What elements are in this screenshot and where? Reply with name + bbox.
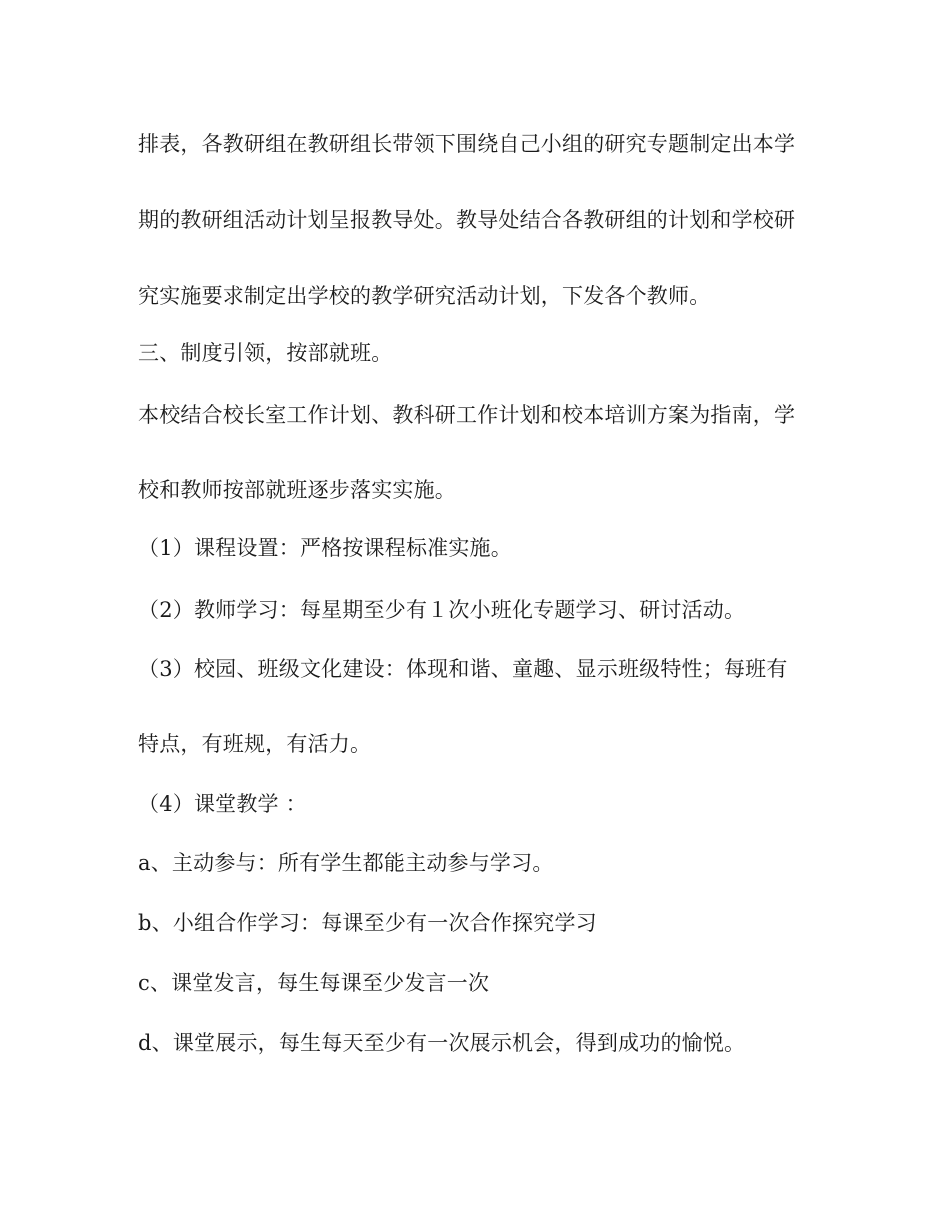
paragraph-line: 特点，有班规，有活力。 <box>138 732 372 756</box>
list-item: a、主动参与：所有学生都能主动参与学习。 <box>138 851 554 875</box>
paragraph-line: 排表，各教研组在教研组长带领下围绕自己小组的研究专题制定出本学 <box>138 132 796 156</box>
section-heading: 三、制度引领，按部就班。 <box>138 341 393 365</box>
list-item: b、小组合作学习：每课至少有一次合作探究学习 <box>138 911 597 935</box>
list-item: （4）课堂教学 ： <box>138 792 307 816</box>
list-item: c、课堂发言，每生每课至少发言一次 <box>138 971 490 995</box>
list-item: d、课堂展示，每生每天至少有一次展示机会，得到成功的愉悦。 <box>138 1031 746 1055</box>
paragraph-line: 校和教师按部就班逐步落实实施。 <box>138 478 456 502</box>
paragraph-line: 本校结合校长室工作计划、教科研工作计划和校本培训方案为指南，学 <box>138 403 796 427</box>
paragraph-line: 究实施要求制定出学校的教学研究活动计划，下发各个教师。 <box>138 284 711 308</box>
paragraph-line: 期的教研组活动计划呈报教导处。教导处结合各教研组的计划和学校研 <box>138 208 796 232</box>
list-item: （1）课程设置：严格按课程标准实施。 <box>138 536 512 560</box>
list-item: （2）教师学习：每星期至少有１次小班化专题学习、研讨活动。 <box>138 598 746 622</box>
list-item: （3）校园、班级文化建设：体现和谐、童趣、显示班级特性；每班有 <box>138 657 788 681</box>
